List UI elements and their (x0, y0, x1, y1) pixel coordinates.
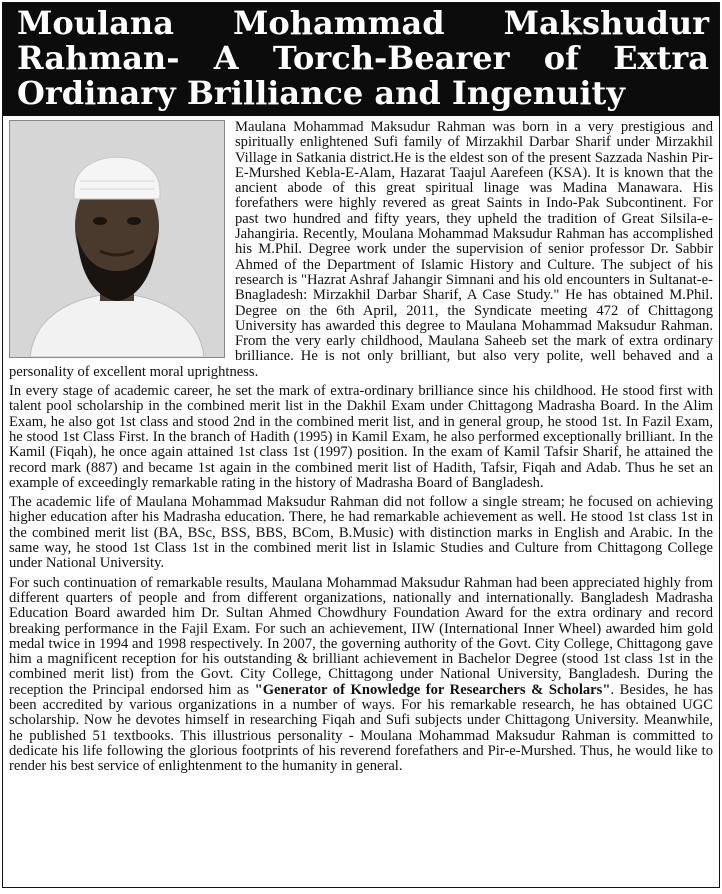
paragraph-3: The academic life of Maulana Mohammad Maksudur Rahman did not follow a single stream; he focused on achieving higher education after his Madrasha education. There, he had remarkable achievement as well. He stood 1st class 1st in the combined merit list (BA, BSc, BSS, BBS, BCom, B.Music) with distinction marks in English and Arabic. In the same way, he stood 1st Class 1st in the combined merit list in Islamic Studies and Culture from Chittagong College under National University. (9, 494, 713, 572)
paragraph-4-part-1: For such continuation of remarkable results, Maulana Mohammad Maksudur Rahman had been appreciated highly from different quarters of people and from different organizations, nationally and internationally. Bangladesh Madrasha Education Board awarded him Dr. Sultan Ahmed Chowdhury Foundation Award for the extra ordinary and record breaking performance in the Fajil Exam. For such an achievement, IIW (International Inner Wheel) awarded him gold medal twice in 1994 and 1998 respectively. In 2007, the governing authority of the Govt. City College, Chittagong gave him a magnificent reception for his outstanding & brilliant achievement in Bachelor Degree (stood 1st class 1st in the combined merit list) from the Govt. City College, Chittagong under National University, Bangladesh. During the reception the Principal endorsed him as (9, 574, 713, 698)
paragraph-4-part-2: . Besides, he has been accredited by various organizations in a number of ways. For his remarkable research, he has obtained UGC scholarship. Now he devotes himself in researching Fiqah and Sufi subjects under Chittagong University. Meanwhile, he published 51 textbooks. This illustrious personality - Moulana Mohammad Maksudur Rahman is committed to dedicate his life following the glorious footprints of his reverend forefathers and Pir-e-Murshed. Thus, he would like to render his best service of enlightenment to the humanity in general. (9, 681, 713, 775)
article-headline (3, 3, 719, 116)
paragraph-4 (9, 576, 713, 775)
generator-of-knowledge-quote: "Generator of Knowledge for Researchers & Scholars" (254, 681, 611, 698)
right-eye (127, 217, 141, 225)
headline-line-1: Moulana Mohammad Makshudur (17, 4, 709, 42)
newspaper-article (2, 2, 720, 888)
portrait-photo (9, 120, 225, 358)
paragraph-1: Maulana Mohammad Maksudur Rahman was born in a very prestigious and spiritually enlightened Sufi family of Mirzakhil Darbar Sharif under Mirzakhil Village in Satkania district.He is the eldest son of the present Sazzada Nashin Pir-E-Murshed Kebla-E-Alam, Hazarat Taajul Aarefeen (KSA). It is known that the ancient abode of this great spiritual linage was Madina Manawara. His forefathers were highly revered as great Saints in Indo-Pak Subcontinent. For past two hundred and fifty years, they upheld the tradition of Great Silsila-e-Jahangiria. Recently, Moulana Mohammad Maksudur Rahman has accomplished his M.Phil. Degree work under the supervision of senior professor Dr. Sabbir Ahmed of the Department of Islamic History and Culture. The subject of his research is "Hazrat Ashraf Jahangir Simnani and his old encounters in Sultanat-e-Bnagladesh: Mirzakhil Darbar Sharif, A Case Study." He has obtained M.Phil. Degree on the 6th April, 2011, the Syndicate meeting 472 of Chittagong University has awarded this degree to Maulana Mohammad Maksudur Rahman. From the very early childhood, Maulana Saheeb set the mark of extra ordinary brilliance. He is not only brilliant, but also very polite, well behaved and a personality of excellent moral uprightness. (9, 119, 713, 380)
left-eye (93, 217, 107, 225)
paragraph-2: In every stage of academic career, he set the mark of extra-ordinary brilliance since his childhood. He stood first with talent pool scholarship in the combined merit list in the Dakhil Exam under Chittagong Madrasha Board. In the Alim Exam, he also got 1st class and stood 2nd in the combined merit list, and in general group, he stood 1st. In Fazil Exam, he stood 1st Class First. In the branch of Hadith (1995) in Kamil Exam, he also performed exceptionally brilliant. In the Kamil (Fiqah), he once again attained 1st class 1st (1997) position. In the exam of Kamil Tafsir Sharif, he attained the record mark (887) and became 1st again in the combined merit list of Hadith, Tafsir, Fiqah and Adab. Thus he set an example of exceedingly remarkable rating in the history of Madrasha Board of Bangladesh. (9, 383, 713, 491)
headline-line-2: Rahman- A Torch-Bearer of Extra (17, 39, 709, 77)
portrait-illustration (10, 121, 224, 357)
article-body (3, 116, 719, 774)
headline-line-3: Ordinary Brilliance and Ingenuity (17, 74, 625, 112)
